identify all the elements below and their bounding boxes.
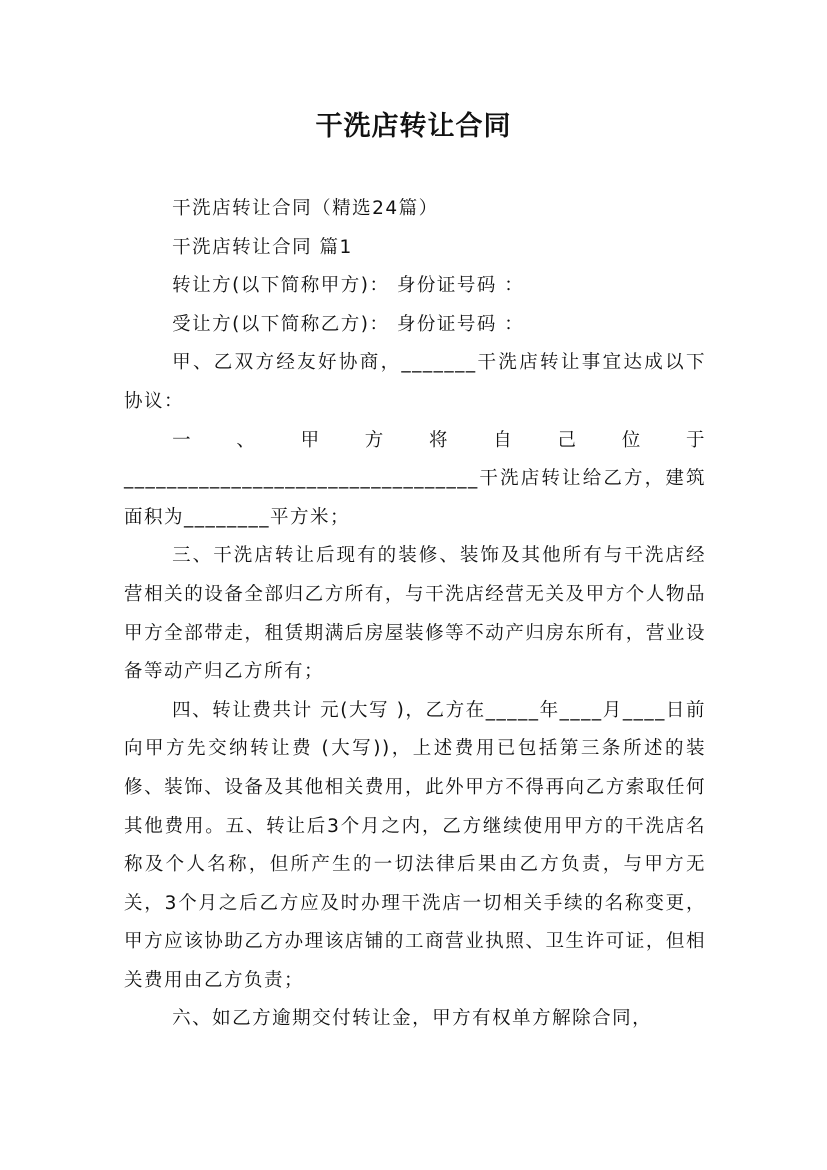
- document-title: 干洗店转让合同: [315, 111, 512, 142]
- paragraph-agreement-intro: 甲、乙双方经友好协商，_______干洗店转让事宜达成以下协议：: [124, 352, 706, 412]
- paragraph-clause-1: 一 、 甲 方 将 自 己 位 于 _________________________________干洗店转让给乙方，建筑面积为________平方米；: [124, 429, 706, 528]
- paragraph-clause-6: 六、如乙方逾期交付转让金，甲方有权单方解除合同，: [172, 1008, 653, 1030]
- paragraph-clause-3: 三、干洗店转让后现有的装修、装饰及其他所有与干洗店经营相关的设备全部归乙方所有，与干洗店经营无关及甲方个人物品甲方全部带走，租赁期满后房屋装修等不动产归房东所有，营业设备等动产归乙方所有；: [124, 545, 706, 683]
- paragraph-section-heading: 干洗店转让合同 篇1: [172, 236, 353, 258]
- paragraph-subtitle: 干洗店转让合同（精选24篇）: [172, 198, 439, 219]
- document-body: [124, 190, 706, 1039]
- paragraph-clause-4-5: 四、转让费共计 元(大写 )，乙方在_____年____月____日前向甲方先交纳转让费 (大写))，上述费用已包括第三条所述的装修、装饰、设备及其他相关费用，此外甲方不得再向乙方索取任何其他费用。五、转让后3个月之内，乙方继续使用甲方的干洗店名称及个人名称，但所产生的一切法律后果由乙方负责，与甲方无关，3个月之后乙方应及时办理干洗店一切相关手续的名称变更，甲方应该协助乙方办理该店铺的工商营业执照、卫生许可证，但相关费用由乙方负责；: [124, 699, 706, 991]
- paragraph-transferee: 受让方(以下简称乙方)： 身份证号码 ：: [172, 313, 525, 335]
- paragraph-transferor: 转让方(以下简称甲方)： 身份证号码 ：: [172, 275, 525, 297]
